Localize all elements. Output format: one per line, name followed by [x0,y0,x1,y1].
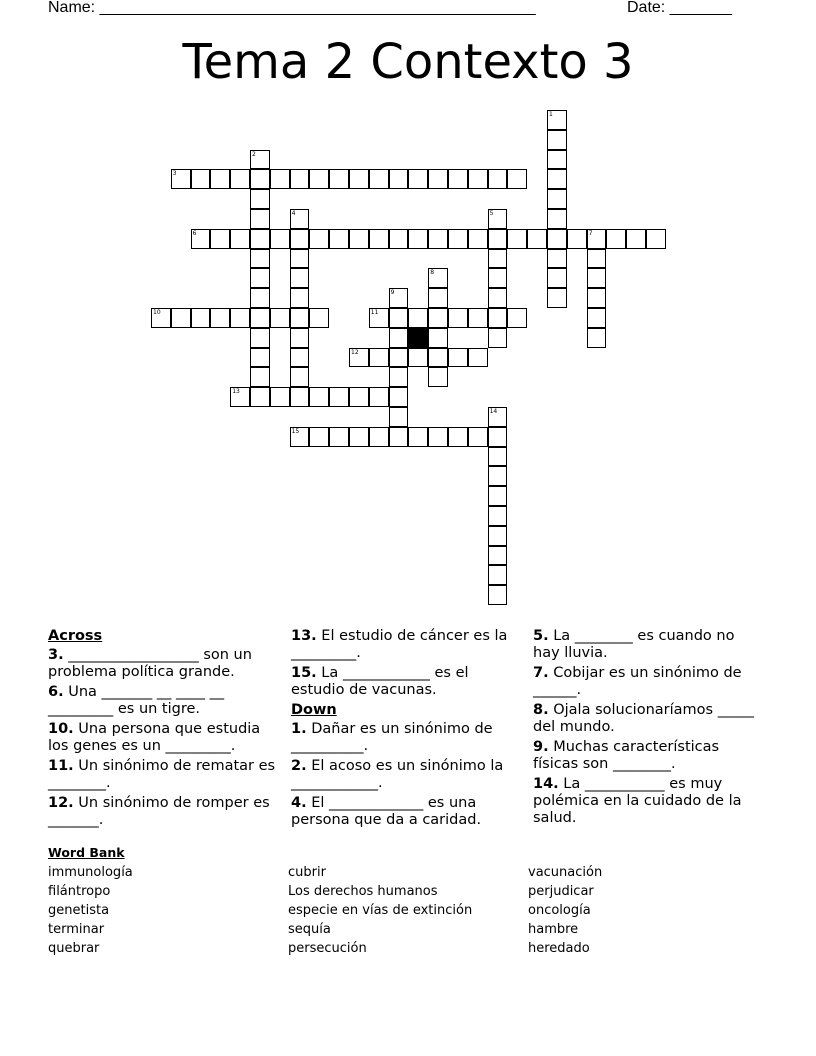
crossword-cell[interactable] [428,288,448,308]
crossword-cell[interactable] [488,407,508,427]
word-bank-entry: hambre [528,922,579,937]
word-bank-title: Word Bank [48,845,125,860]
crossword-cell[interactable] [369,348,389,368]
down-clue-list [291,721,519,829]
crossword-cell[interactable] [488,526,508,546]
clue-number: 15. [291,665,317,681]
clue-number: 9. [533,739,549,755]
cell-number: 9 [390,289,395,297]
crossword-cell[interactable] [389,229,409,249]
word-bank-entry: cubrir [288,865,326,880]
crossword-cell[interactable] [468,229,488,249]
crossword-cell[interactable] [329,387,349,407]
crossword-cell[interactable] [250,367,270,387]
crossword-cell[interactable] [488,585,508,605]
clue-13 [291,628,519,662]
clue-text: La ___________ es muy polémica en la cuidado de la salud. [533,776,742,826]
crossword-cell[interactable] [171,169,191,189]
clue-text: La ________ es cuando no hay lluvia. [533,628,735,661]
crossword-cell[interactable] [270,308,290,328]
clue-number: 11. [48,758,74,774]
crossword-cell[interactable] [290,249,310,269]
clue-text: Ojala solucionaríamos _____ del mundo. [533,702,754,735]
clue-text: Una _______ __ ____ __ _________ es un tigre. [48,684,225,717]
clue-number: 5. [533,628,549,644]
clue-number: 10. [48,721,74,737]
crossword-cell[interactable] [488,229,508,249]
crossword-cell[interactable] [369,229,389,249]
crossword-cell[interactable] [587,268,607,288]
cell-number: 6 [192,229,197,237]
crossword-cell[interactable] [389,367,409,387]
crossword-cell[interactable] [606,229,626,249]
clue-15 [291,665,519,699]
crossword-cell[interactable] [290,169,310,189]
crossword-cell[interactable] [448,348,468,368]
crossword-cell[interactable] [587,249,607,269]
crossword-cell[interactable] [488,546,508,566]
clue-5 [533,628,761,662]
crossword-cell[interactable] [587,328,607,348]
crossword-cell[interactable] [428,229,448,249]
crossword-cell[interactable] [389,348,409,368]
crossword-cell[interactable] [488,328,508,348]
crossword-cell[interactable] [290,328,310,348]
crossword-cell[interactable] [547,249,567,269]
cell-number: 4 [291,210,296,217]
clue-number: 4. [291,795,307,811]
cell-number: 11 [370,309,379,316]
word-bank-entry: perjudicar [528,884,594,899]
crossword-cell[interactable] [448,229,468,249]
cell-number: 3 [172,170,177,178]
clue-text: El _____________ es una persona que da a caridad. [291,795,482,828]
word-bank-entry: genetista [48,903,110,918]
crossword-cell[interactable] [250,348,270,368]
crossword-cell[interactable] [309,427,329,447]
cell-number: 14 [489,408,498,415]
crossword-cell[interactable] [448,427,468,447]
crossword-cell[interactable] [250,209,270,229]
crossword-cell[interactable] [488,447,508,467]
crossword-cell[interactable] [507,169,527,189]
crossword-cell[interactable] [270,169,290,189]
crossword-cell[interactable] [290,268,310,288]
crossword-cell[interactable] [428,328,448,348]
crossword-cell[interactable] [389,288,409,308]
crossword-cell[interactable] [171,308,191,328]
crossword-cell[interactable] [230,229,250,249]
clue-2 [291,758,519,792]
crossword-cell[interactable] [210,308,230,328]
crossword-cell[interactable] [488,466,508,486]
crossword-cell[interactable] [389,387,409,407]
crossword-cell[interactable] [250,288,270,308]
clues-column-2 [291,628,519,832]
across-heading: Across [48,628,103,644]
crossword-cell[interactable] [428,348,448,368]
crossword-cell[interactable] [547,229,567,249]
word-bank-entry: especie en vías de extinción [288,903,473,918]
clue-text: El estudio de cáncer es la _________. [291,628,508,661]
crossword-cell[interactable] [428,308,448,328]
clue-number: 1. [291,721,307,737]
crossword-cell[interactable] [329,169,349,189]
clue-text: Muchas características físicas son ________. [533,739,720,772]
clue-text: __________________ son un problema política grande. [48,647,252,680]
clue-8 [533,702,761,736]
clues-column-1 [48,628,276,832]
crossword-cell[interactable] [230,387,250,407]
crossword-cell[interactable] [191,229,211,249]
crossword-cell[interactable] [488,506,508,526]
name-field-line: Name: _________________________________________________ [48,0,536,16]
crossword-cell[interactable] [547,130,567,150]
crossword-cell[interactable] [468,348,488,368]
clue-3 [48,647,276,681]
crossword-cell[interactable] [369,308,389,328]
clue-4 [291,795,519,829]
crossword-cell[interactable] [488,565,508,585]
crossword-cell[interactable] [250,249,270,269]
crossword-black-cell [408,328,428,348]
crossword-cell[interactable] [488,169,508,189]
crossword-cell[interactable] [250,169,270,189]
crossword-cell[interactable] [270,229,290,249]
cell-number: 1 [549,111,553,118]
word-bank-entry: vacunación [528,865,603,880]
crossword-cell[interactable] [230,169,250,189]
cell-number: 10 [153,309,161,316]
crossword-cell[interactable] [547,288,567,308]
clues-column-3 [533,628,761,830]
crossword-cell[interactable] [587,288,607,308]
down-clue-list-continued [533,628,761,827]
clue-number: 7. [533,665,549,681]
crossword-cell[interactable] [646,229,666,249]
crossword-cell[interactable] [250,189,270,209]
clue-text: Una persona que estudia los genes es un _________. [48,721,261,754]
crossword-cell[interactable] [468,169,488,189]
crossword-cell[interactable] [250,268,270,288]
word-bank-column-2 [288,863,472,958]
crossword-cell[interactable] [547,268,567,288]
crossword-cell[interactable] [290,348,310,368]
date-field-line: Date: _______ [627,0,732,16]
word-bank-entry: Los derechos humanos [288,884,438,899]
crossword-cell[interactable] [428,268,448,288]
crossword-cell[interactable] [488,427,508,447]
crossword-cell[interactable] [587,308,607,328]
clue-text: La ____________ es el estudio de vacunas. [291,665,469,698]
word-bank-column-3 [528,863,602,958]
crossword-cell[interactable] [290,387,310,407]
crossword-cell[interactable] [547,189,567,209]
crossword-cell[interactable] [290,288,310,308]
clue-text: Cobijar es un sinónimo de ______. [533,665,742,698]
word-bank-entry: terminar [48,922,105,937]
crossword-cell[interactable] [369,387,389,407]
crossword-cell[interactable] [309,229,329,249]
crossword-cell[interactable] [270,387,290,407]
crossword-cell[interactable] [468,308,488,328]
crossword-cell[interactable] [488,268,508,288]
word-bank-entry: heredado [528,941,590,956]
crossword-cell[interactable] [389,328,409,348]
crossword-cell[interactable] [389,407,409,427]
crossword-cell[interactable] [488,288,508,308]
crossword-cell[interactable] [309,169,329,189]
word-bank-column-1 [48,863,133,958]
crossword-cell[interactable] [408,427,428,447]
crossword-cell[interactable] [290,229,310,249]
crossword-cell[interactable] [587,229,607,249]
clue-9 [533,739,761,773]
crossword-cell[interactable] [250,229,270,249]
crossword-cell[interactable] [290,367,310,387]
clue-text: Un sinónimo de romper es _______. [48,795,270,828]
crossword-cell[interactable] [369,427,389,447]
crossword-cell[interactable] [547,150,567,170]
crossword-cell[interactable] [428,427,448,447]
crossword-cell[interactable] [428,367,448,387]
crossword-cell[interactable] [290,427,310,447]
crossword-cell[interactable] [389,169,409,189]
clue-14 [533,776,761,827]
word-bank-entry: oncología [528,903,591,918]
clue-11 [48,758,276,792]
crossword-cell[interactable] [488,308,508,328]
crossword-cell[interactable] [210,169,230,189]
crossword-cell[interactable] [547,110,567,130]
down-heading: Down [291,702,337,718]
crossword-cell[interactable] [290,209,310,229]
clue-number: 8. [533,702,549,718]
crossword-cell[interactable] [329,427,349,447]
crossword-cell[interactable] [408,348,428,368]
clue-10 [48,721,276,755]
crossword-cell[interactable] [309,387,329,407]
cell-number: 13 [232,388,240,396]
crossword-cell[interactable] [349,229,369,249]
crossword-cell[interactable] [250,387,270,407]
clue-number: 12. [48,795,74,811]
crossword-cell[interactable] [468,427,488,447]
crossword-cell[interactable] [408,308,428,328]
crossword-cell[interactable] [567,229,587,249]
crossword-cell[interactable] [507,308,527,328]
crossword-cell[interactable] [191,308,211,328]
crossword-cell[interactable] [389,308,409,328]
clue-7 [533,665,761,699]
crossword-cell[interactable] [488,249,508,269]
clue-text: Dañar es un sinónimo de __________. [291,721,493,754]
word-bank-entry: immunología [48,865,133,880]
crossword-cell[interactable] [349,387,369,407]
word-bank-entry: filántropo [48,884,111,899]
crossword-cell[interactable] [389,427,409,447]
crossword-cell[interactable] [547,209,567,229]
cell-number: 8 [430,269,435,277]
crossword-cell[interactable] [488,486,508,506]
crossword-cell[interactable] [250,150,270,170]
across-clue-list [48,647,276,829]
across-clue-list-continued [291,628,519,699]
crossword-cell[interactable] [527,229,547,249]
crossword-cell[interactable] [290,308,310,328]
crossword-cell[interactable] [428,169,448,189]
cell-number: 12 [351,348,359,356]
crossword-cell[interactable] [448,308,468,328]
crossword-cell[interactable] [309,308,329,328]
clue-text: Un sinónimo de rematar es ________. [48,758,276,791]
cell-number: 5 [489,210,494,217]
page-title: Tema 2 Contexto 3 [182,34,634,90]
crossword-cell[interactable] [349,169,369,189]
clue-number: 13. [291,628,317,644]
crossword-cell[interactable] [349,427,369,447]
cell-number: 2 [252,150,256,158]
crossword-cell[interactable] [369,169,389,189]
crossword-cell[interactable] [210,229,230,249]
clue-1 [291,721,519,755]
word-bank-entry: sequía [288,922,331,937]
clue-12 [48,795,276,829]
crossword-cell[interactable] [507,229,527,249]
crossword-cell[interactable] [230,308,250,328]
clue-text: El acoso es un sinónimo la ____________. [291,758,504,791]
word-bank-entry: quebrar [48,941,100,956]
crossword-cell[interactable] [329,229,349,249]
clue-number: 14. [533,776,559,792]
clue-number: 3. [48,647,64,663]
clue-number: 2. [291,758,307,774]
crossword-cell[interactable] [250,328,270,348]
crossword-cell[interactable] [151,308,171,328]
clue-6 [48,684,276,718]
crossword-cell[interactable] [349,348,369,368]
crossword-cell[interactable] [626,229,646,249]
cell-number: 7 [588,229,593,237]
crossword-cell[interactable] [448,169,468,189]
crossword-cell[interactable] [408,229,428,249]
crossword-cell[interactable] [547,169,567,189]
crossword-cell[interactable] [250,308,270,328]
word-bank-entry: persecución [288,941,367,956]
cell-number: 15 [291,427,300,435]
crossword-cell[interactable] [488,209,508,229]
crossword-cell[interactable] [408,169,428,189]
crossword-cell[interactable] [191,169,211,189]
clue-number: 6. [48,684,64,700]
